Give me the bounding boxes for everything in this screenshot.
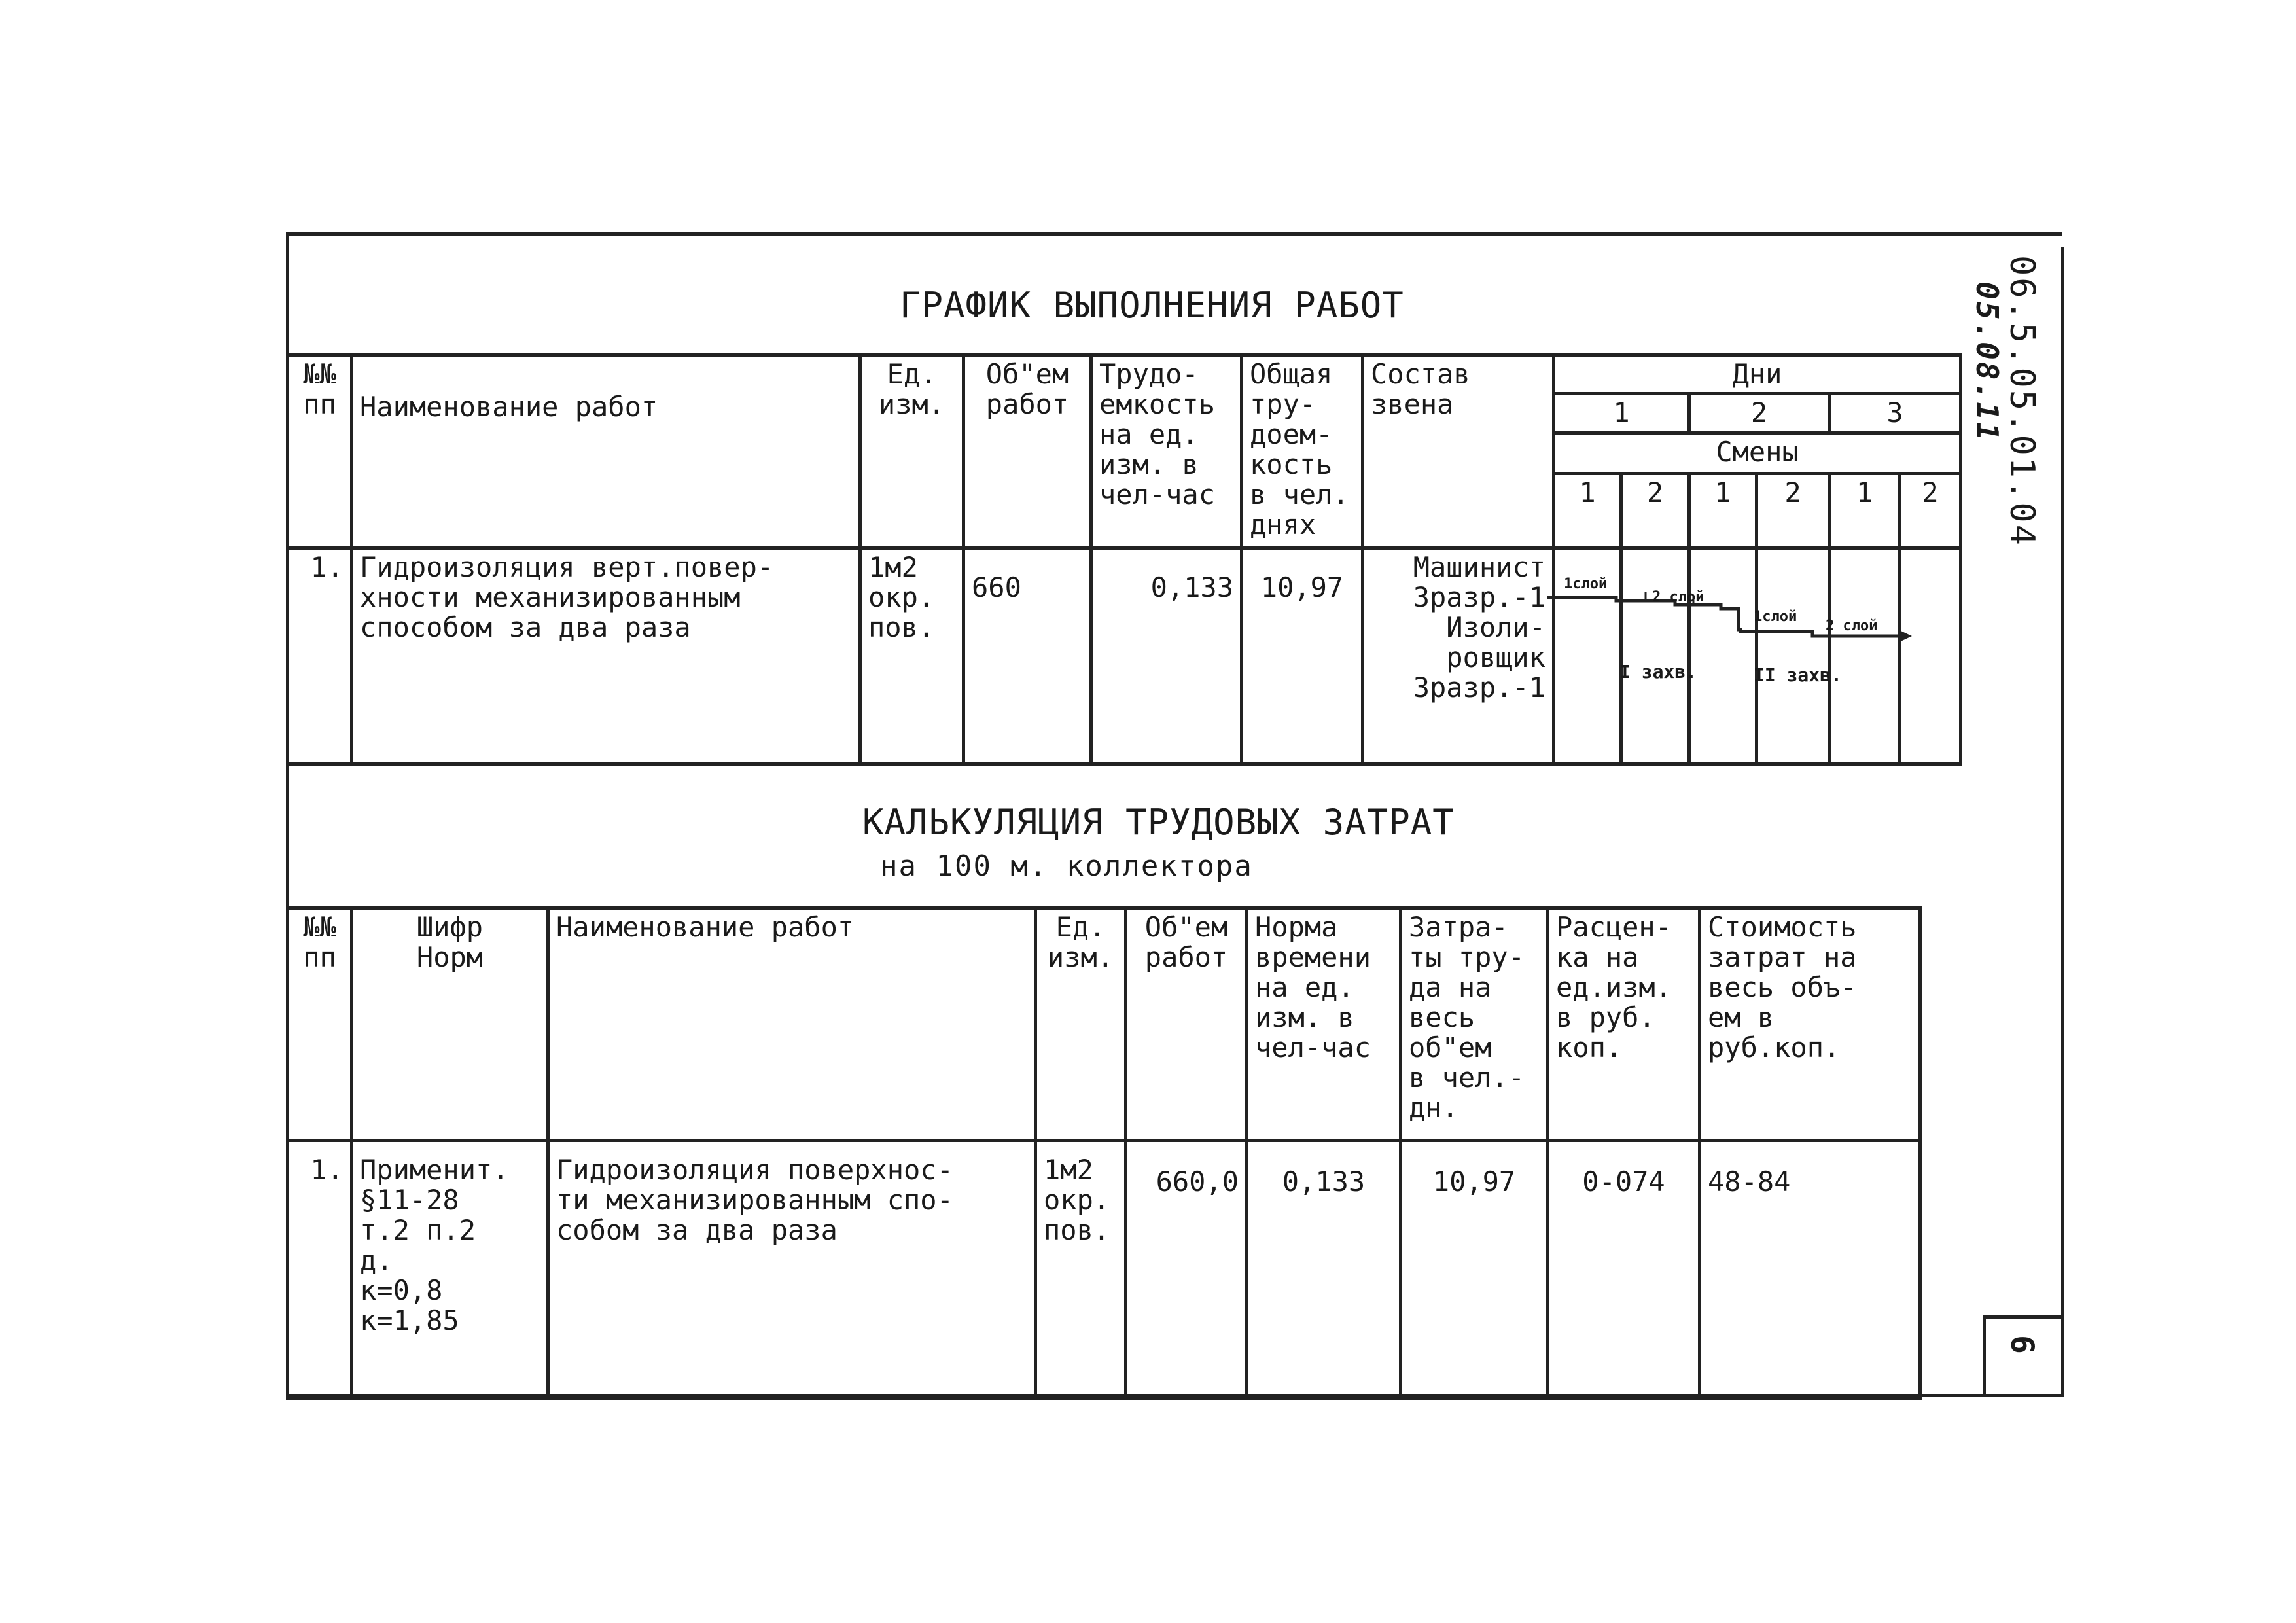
gantt-layer-2-second: 2 слой xyxy=(1826,618,1878,634)
row-name: Гидроизоляция верт.повер- хности механизированным способом за два раза xyxy=(352,548,860,764)
calc-row-code: Применит. §11-28 т.2 п.2 д. к=0,8 к=1,85 xyxy=(352,1141,548,1399)
header-shift-2: 2 xyxy=(1621,474,1689,548)
header-day-1: 1 xyxy=(1554,394,1689,433)
header-unit: Ед. изм. xyxy=(860,355,964,548)
document-code: 06.5.05.01.04 xyxy=(2002,255,2041,547)
calc-header-name: Наименование работ xyxy=(548,908,1036,1141)
calc-table xyxy=(286,906,1922,1400)
gantt-zone-2: II захв. xyxy=(1754,664,1842,686)
calc-row-rate: 0-074 xyxy=(1548,1141,1700,1399)
schedule-title: ГРАФИК ВЫПОЛНЕНИЯ РАБОТ xyxy=(900,285,1404,326)
calc-header-norm: Норма времени на ед. изм. в чел-час xyxy=(1247,908,1401,1141)
header-days: Дни xyxy=(1554,355,1961,394)
header-shift-5: 1 xyxy=(1829,474,1900,548)
row-num: 1. xyxy=(288,548,352,764)
calc-row-name: Гидроизоляция поверхнос- ти механизированным спо- собом за два раза xyxy=(548,1141,1036,1399)
calc-header-unit: Ед. изм. xyxy=(1036,908,1126,1141)
header-labor-unit: Трудо- емкость на ед. изм. в чел-час xyxy=(1091,355,1242,548)
schedule-table xyxy=(286,353,1962,766)
document-code-secondary: 05.08.11 xyxy=(1969,281,2005,442)
gantt-zone-1: I захв. xyxy=(1619,661,1697,683)
header-day-3: 3 xyxy=(1829,394,1961,433)
row-crew: Машинист 3разр.-1 Изоли- ровщик 3разр.-1 xyxy=(1363,548,1554,764)
header-shift-4: 2 xyxy=(1757,474,1829,548)
calc-row-unit: 1м2 окр. пов. xyxy=(1036,1141,1126,1399)
header-name xyxy=(352,355,860,548)
header-num: №№ пп xyxy=(288,355,352,548)
header-shifts: Смены xyxy=(1554,433,1961,474)
page-number: 6 xyxy=(2004,1335,2040,1354)
calc-subtitle: на 100 м. коллектора xyxy=(880,849,1253,883)
header-name-text: Наименование работ xyxy=(360,391,658,423)
calc-row-cost: 48-84 xyxy=(1700,1141,1920,1399)
row-volume: 660 xyxy=(964,548,1091,764)
row-labor-unit: 0,133 xyxy=(1091,548,1242,764)
calc-header-rate: Расцен- ка на ед.изм. в руб. коп. xyxy=(1548,908,1700,1141)
row-labor-total: 10,97 xyxy=(1242,548,1363,764)
gantt-layer-1-second: 1слой xyxy=(1754,609,1797,625)
header-day-2: 2 xyxy=(1689,394,1829,433)
calc-header-cost: Стоимость затрат на весь объ- ем в руб.коп. xyxy=(1700,908,1920,1141)
header-shift-6: 2 xyxy=(1900,474,1961,548)
header-volume: Об"ем работ xyxy=(964,355,1091,548)
calc-row-volume: 660,0 xyxy=(1126,1141,1247,1399)
header-crew: Состав звена xyxy=(1363,355,1554,548)
calc-row-cost-labor: 10,97 xyxy=(1401,1141,1548,1399)
calc-row-num: 1. xyxy=(288,1141,352,1399)
gantt-layer-2-first: 2 слой xyxy=(1652,589,1704,605)
calc-title: КАЛЬКУЛЯЦИЯ ТРУДОВЫХ ЗАТРАТ xyxy=(862,802,1455,843)
header-shift-3: 1 xyxy=(1689,474,1757,548)
gantt-arrow-head xyxy=(1901,631,1912,641)
gantt-layer-1-first: 1слой xyxy=(1564,576,1608,592)
row-unit: 1м2 окр. пов. xyxy=(860,548,964,764)
header-labor-total: Общая тру- доем- кость в чел. днях xyxy=(1242,355,1363,548)
page-number-box xyxy=(1983,1315,2064,1397)
header-shift-1: 1 xyxy=(1554,474,1621,548)
calc-row-norm: 0,133 xyxy=(1247,1141,1401,1399)
calc-header-code: Шифр Норм xyxy=(352,908,548,1141)
calc-header-num: №№ пп xyxy=(288,908,352,1141)
calc-header-cost-labor: Затра- ты тру- да на весь об"ем в чел.- дн. xyxy=(1401,908,1548,1141)
frame-right-edge xyxy=(2061,247,2064,1397)
calc-header-volume: Об"ем работ xyxy=(1126,908,1247,1141)
